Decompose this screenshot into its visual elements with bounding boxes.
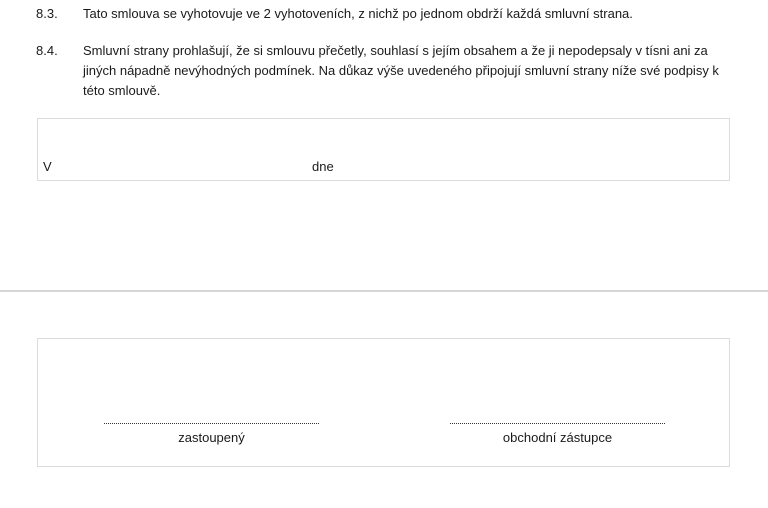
place-date-box (37, 118, 730, 181)
clause-8-3 (36, 4, 744, 24)
signature-label-right: obchodní zástupce (502, 430, 613, 445)
page-break-divider (0, 290, 768, 292)
clause-text: Tato smlouva se vyhotovuje ve 2 vyhotoveních, z nichž po jednom obdrží každá smluvní strana. (83, 6, 633, 21)
place-label: V (43, 159, 52, 174)
signature-left (104, 411, 319, 445)
date-label: dne (312, 159, 334, 174)
signature-right (450, 411, 665, 445)
signature-line (104, 411, 319, 424)
clause-text: Smluvní strany prohlašují, že si smlouvu přečetly, souhlasí s jejím obsahem a že ji nepodepsaly v tísni ani za jiných nápadně nevýhodných podmínek. Na důkaz výše uvedeného připojují smluvní strany níže své podpisy k této smlouvě. (83, 43, 719, 98)
signature-box (37, 338, 730, 467)
clause-number: 8.4. (36, 43, 58, 58)
clause-8-4 (36, 41, 744, 101)
signature-label-left: zastoupený (178, 430, 245, 445)
signature-line (450, 411, 665, 424)
clause-number: 8.3. (36, 6, 58, 21)
